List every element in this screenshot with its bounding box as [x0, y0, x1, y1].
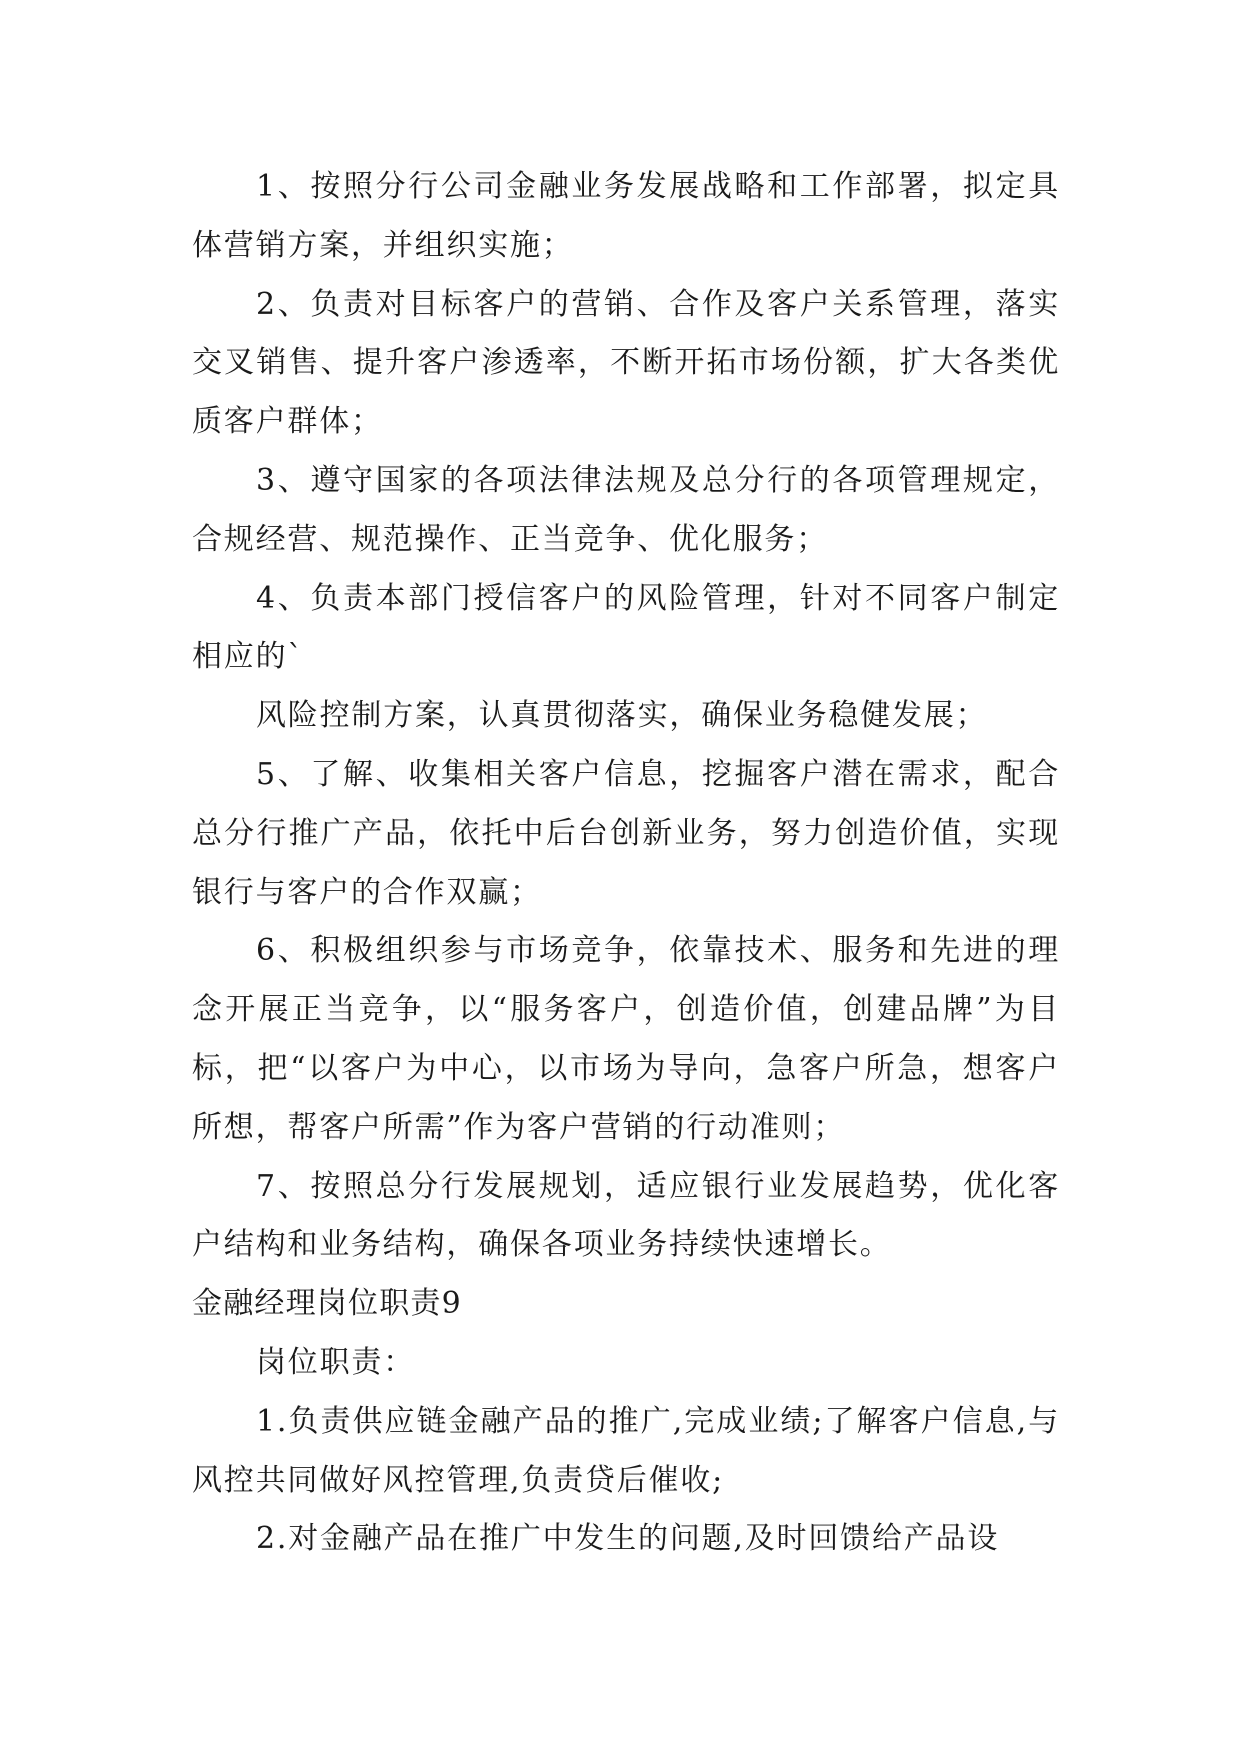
paragraph-duty-2: 2、负责对目标客户的营销、合作及客户关系管理，落实交叉销售、提升客户渗透率，不断开拓市场份额，扩大各类优质客户群体；: [192, 286, 1060, 440]
document-body: [192, 158, 1060, 1569]
paragraph-duty-1: 1、按照分行公司金融业务发展战略和工作部署，拟定具体营销方案，并组织实施；: [192, 169, 1060, 263]
paragraph-duty-7: 7、按照总分行发展规划，适应银行业发展趋势，优化客户结构和业务结构，确保各项业务持续快速增长。: [192, 1168, 1060, 1263]
paragraph-item-2: 2.对金融产品在推广中发生的问题,及时回馈给产品设: [256, 1521, 1000, 1557]
section-heading: 金融经理岗位职责9: [192, 1286, 462, 1322]
paragraph-duty-4: 4、负责本部门授信客户的风险管理，针对不同客户制定相应的`: [192, 580, 1060, 675]
paragraph-duty-3: 3、遵守国家的各项法律法规及总分行的各项管理规定，合规经营、规范操作、正当竞争、优化服务；: [192, 462, 1060, 557]
paragraph-duty-5: 5、了解、收集相关客户信息，挖掘客户潜在需求，配合总分行推广产品，依托中后台创新业务，努力创造价值，实现银行与客户的合作双赢；: [192, 756, 1060, 910]
subheading-responsibilities: 岗位职责：: [256, 1344, 415, 1380]
paragraph-duty-6: 6、积极组织参与市场竞争，依靠技术、服务和先进的理念开展正当竞争，以“服务客户，创造价值，创建品牌”为目标，把“以客户为中心，以市场为导向，急客户所急，想客户所想，帮客户所需”作为客户营销的行动准则；: [192, 933, 1060, 1145]
paragraph-item-1: 1.负责供应链金融产品的推广,完成业绩;了解客户信息,与风控共同做好风控管理,负责贷后催收;: [192, 1403, 1060, 1498]
paragraph-duty-4-continued: 风险控制方案，认真贯彻落实，确保业务稳健发展；: [256, 698, 988, 734]
